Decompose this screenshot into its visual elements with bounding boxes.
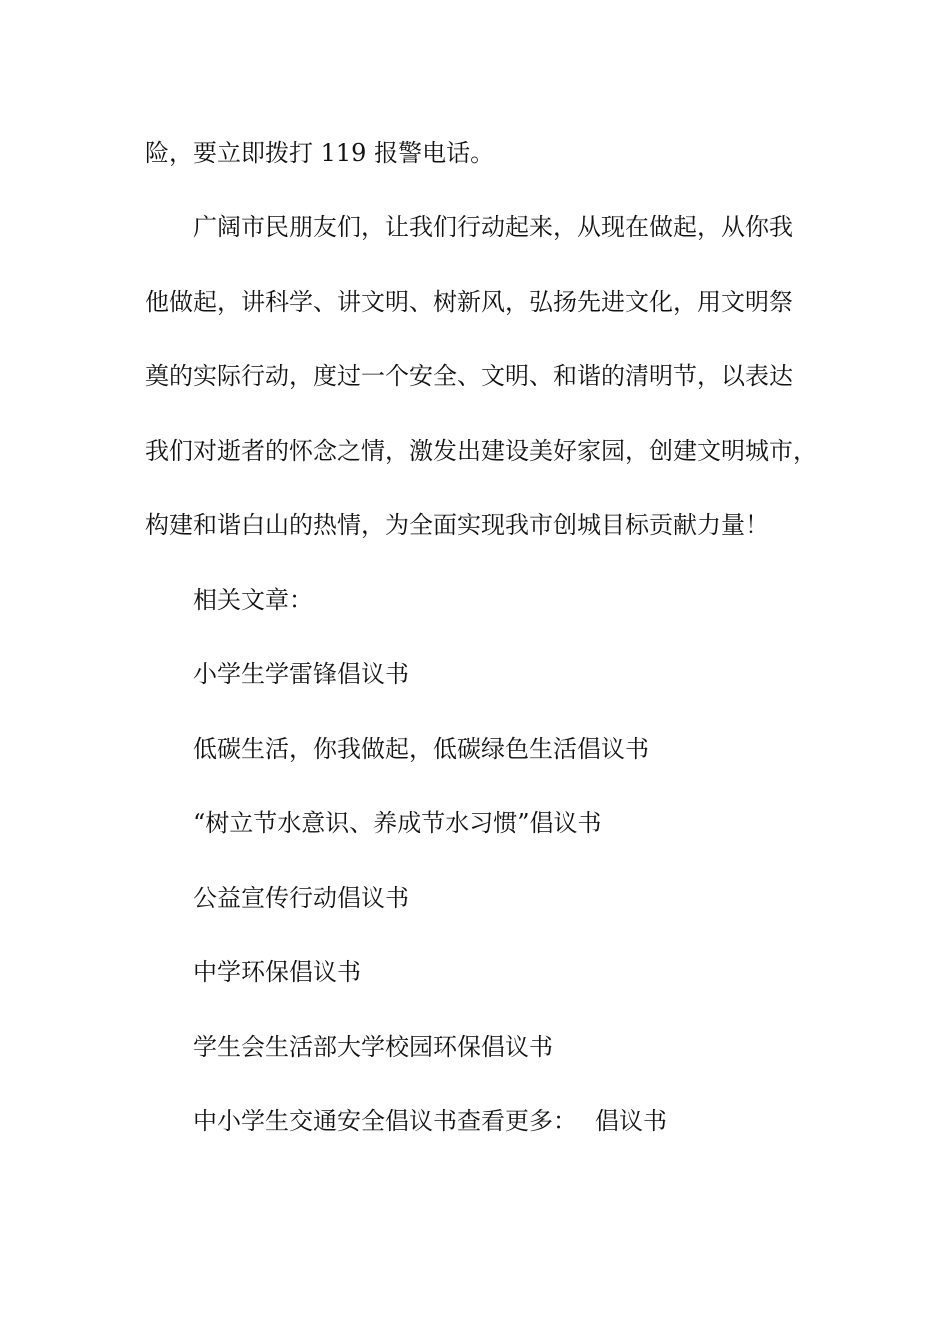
paragraph-line: 奠的实际行动，度过一个安全、文明、和谐的清明节，以表达 (145, 362, 793, 390)
paragraph-line: 广阔市民朋友们，让我们行动起来，从现在做起，从你我 (193, 213, 793, 241)
related-heading: 相关文章： (193, 586, 313, 614)
paragraph-line: 构建和谐白山的热情，为全面实现我市创城目标贡献力量！ (145, 511, 769, 539)
related-article-link[interactable]: 中学环保倡议书 (193, 958, 361, 986)
more-link[interactable]: 倡议书 (595, 1107, 667, 1135)
related-article-link[interactable]: 低碳生活，你我做起，低碳绿色生活倡议书 (193, 735, 649, 763)
paragraph-line: 他做起，讲科学、讲文明、树新风，弘扬先进文化，用文明祭 (145, 288, 793, 316)
related-article-link[interactable]: 小学生学雷锋倡议书 (193, 660, 409, 688)
related-article-link[interactable]: 公益宣传行动倡议书 (193, 884, 409, 912)
paragraph-line: 险，要立即拨打 119 报警电话。 (145, 139, 495, 167)
paragraph-line: 我们对逝者的怀念之情，激发出建设美好家园，创建文明城市， (145, 437, 817, 465)
related-article-line (193, 1106, 667, 1136)
related-article-link[interactable]: “树立节水意识、养成节水习惯”倡议书 (193, 809, 602, 837)
related-article-link[interactable]: 中小学生交通安全倡议书查看更多： (193, 1107, 577, 1135)
related-article-link[interactable]: 学生会生活部大学校园环保倡议书 (193, 1033, 553, 1061)
